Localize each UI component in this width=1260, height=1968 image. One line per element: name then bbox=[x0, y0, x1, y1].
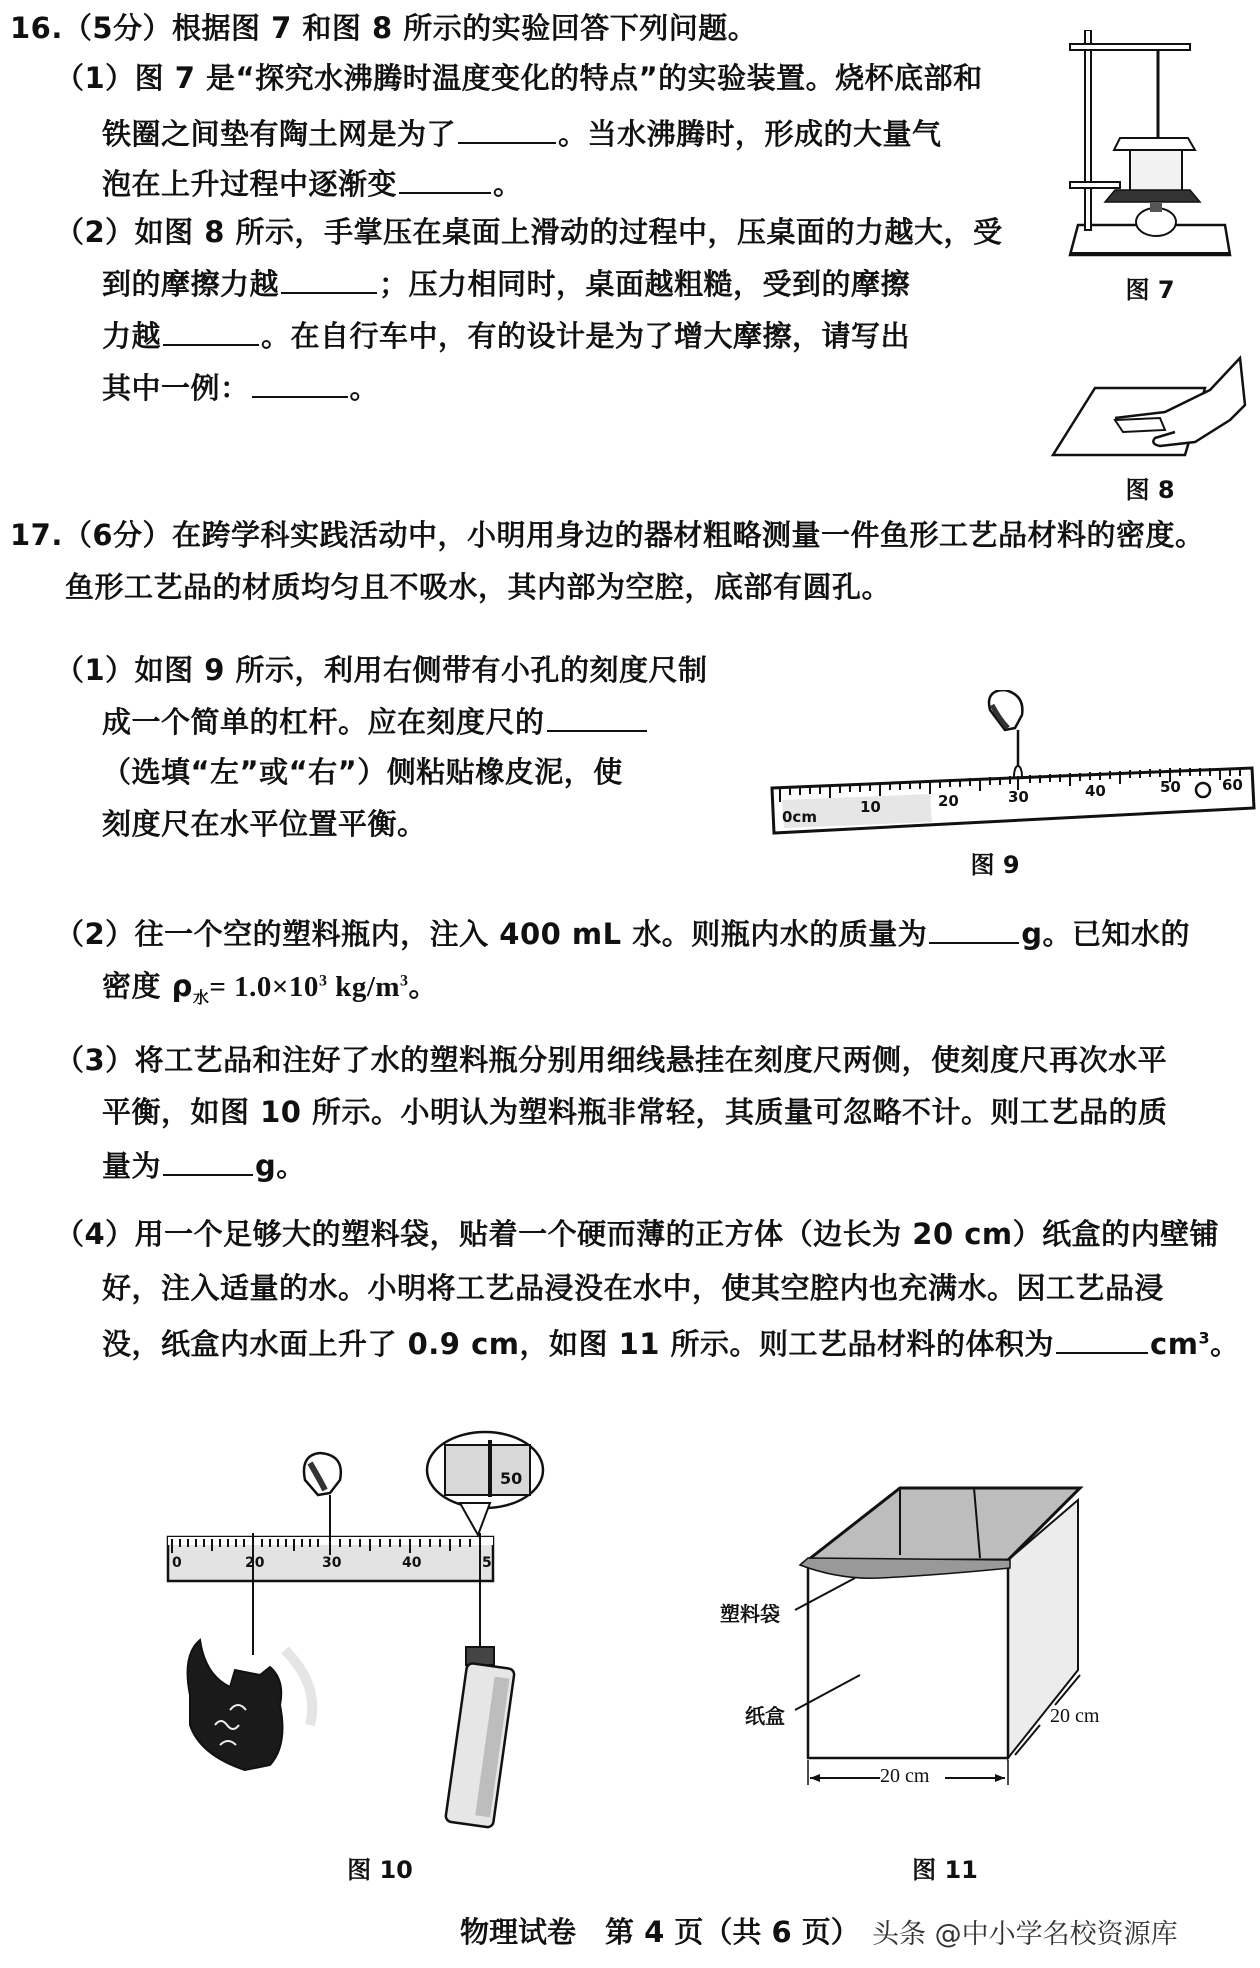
figure-7-boiling-apparatus bbox=[1060, 30, 1240, 260]
q17-part2-line1: （2）往一个空的塑料瓶内，注入 400 mL 水。则瓶内水的质量为 g。已知水的 bbox=[55, 912, 1190, 954]
ruler-label-20: 20 bbox=[938, 792, 959, 810]
q16-part1-line2: 铁圈之间垫有陶土网是为了 。当水沸腾时，形成的大量气 bbox=[102, 112, 942, 154]
answer-blank-17-1[interactable] bbox=[547, 700, 647, 732]
answer-blank-16-5[interactable] bbox=[252, 366, 348, 398]
q17-part3-line1: （3）将工艺品和注好了水的塑料瓶分别用细线悬挂在刻度尺两侧，使刻度尺再次水平 bbox=[55, 1043, 1168, 1077]
dimension-depth: 20 cm bbox=[1050, 1705, 1100, 1727]
figure-10-caption: 图 10 bbox=[347, 1856, 413, 1884]
q16-part2-line1: （2）如图 8 所示，手掌压在桌面上滑动的过程中，压桌面的力越大，受 bbox=[55, 215, 1003, 249]
q16-part2-line4: 其中一例： 。 bbox=[102, 366, 379, 408]
q17-part1-line1: （1）如图 9 所示，利用右侧带有小孔的刻度尺制 bbox=[55, 653, 708, 687]
hand-icon bbox=[1045, 350, 1255, 460]
label-plastic-bag: 塑料袋 bbox=[720, 1602, 780, 1626]
q17-part3-line3: 量为 g。 bbox=[102, 1144, 306, 1186]
figure-8-caption: 图 8 bbox=[1125, 476, 1175, 504]
q17-part2-line2: 密度 $\rho_水= 1.0\times 10^3$ $kg/m^3$。 bbox=[102, 969, 439, 1007]
page-footer: 物理试卷 第 4 页（共 6 页） bbox=[460, 1915, 860, 1949]
answer-blank-16-2[interactable] bbox=[399, 162, 491, 194]
ruler-label-50: 50 bbox=[1160, 778, 1181, 796]
iron-stand-icon bbox=[1060, 30, 1240, 260]
label-paper-box: 纸盒 bbox=[745, 1704, 785, 1728]
q17-part1-line3: （选填“左”或“右”）侧粘贴橡皮泥，使 bbox=[102, 755, 623, 789]
figure-9-caption: 图 9 bbox=[970, 851, 1020, 879]
q17-part4-line3: 没，纸盒内水面上升了 0.9 cm，如图 11 所示。则工艺品材料的体积为 $cm^3$。 bbox=[102, 1322, 1240, 1364]
figure-8-hand-on-table bbox=[1045, 350, 1255, 460]
fig10-ruler-label-50: 5 bbox=[482, 1555, 492, 1571]
figure-11-caption: 图 11 bbox=[912, 1856, 978, 1884]
dimension-width: 20 cm bbox=[880, 1765, 930, 1787]
figure-11-box bbox=[700, 1420, 1120, 1840]
fig10-ruler-label-40: 40 bbox=[402, 1555, 422, 1571]
ruler-label-40: 40 bbox=[1085, 782, 1106, 800]
q17-part1-line4: 刻度尺在水平位置平衡。 bbox=[102, 807, 427, 841]
answer-blank-17-3[interactable] bbox=[163, 1144, 253, 1176]
q17-part3-line2: 平衡，如图 10 所示。小明认为塑料瓶非常轻，其质量可忽略不计。则工艺品的质 bbox=[102, 1095, 1168, 1129]
figure-10-lever-balance bbox=[160, 1425, 620, 1845]
q16-header: 16.（5分）根据图 7 和图 8 所示的实验回答下列问题。 bbox=[10, 11, 758, 45]
q17-part4-line1: （4）用一个足够大的塑料袋，贴着一个硬而薄的正方体（边长为 20 cm）纸盒的内壁铺 bbox=[55, 1217, 1220, 1251]
q16-part1-line3: 泡在上升过程中逐渐变 。 bbox=[102, 162, 523, 204]
fig10-ruler-label-30: 30 bbox=[322, 1555, 342, 1571]
ruler-icon bbox=[760, 690, 1260, 840]
fig10-zoom-label: 50 bbox=[500, 1469, 523, 1488]
q16-part1-line1: （1）图 7 是“探究水沸腾时温度变化的特点”的实验装置。烧杯底部和 bbox=[55, 61, 983, 95]
watermark: 头条 @中小学名校资源库 bbox=[872, 1919, 1178, 1950]
q17-intro: 鱼形工艺品的材质均匀且不吸水，其内部为空腔，底部有圆孔。 bbox=[65, 570, 892, 604]
fig10-ruler-label-20: 20 bbox=[245, 1555, 265, 1571]
ruler-label-10: 10 bbox=[860, 798, 881, 816]
figure-9-ruler-lever bbox=[760, 690, 1260, 840]
answer-blank-16-3[interactable] bbox=[281, 262, 377, 294]
answer-blank-16-4[interactable] bbox=[163, 314, 259, 346]
ruler-label-0: 0cm bbox=[782, 808, 817, 826]
q17-header: 17.（6分）在跨学科实践活动中，小明用身边的器材粗略测量一件鱼形工艺品材料的密度。 bbox=[10, 518, 1205, 552]
answer-blank-17-4[interactable] bbox=[1056, 1322, 1148, 1354]
q17-part1-line2: 成一个简单的杠杆。应在刻度尺的 bbox=[102, 700, 649, 742]
answer-blank-17-2[interactable] bbox=[929, 912, 1019, 944]
answer-blank-16-1[interactable] bbox=[458, 112, 556, 144]
q16-part2-line2: 到的摩擦力越 ；压力相同时，桌面越粗糙，受到的摩擦 bbox=[102, 262, 910, 304]
ruler-label-30: 30 bbox=[1008, 788, 1029, 806]
q16-part2-line3: 力越 。在自行车中，有的设计是为了增大摩擦，请写出 bbox=[102, 314, 910, 356]
lever-balance-icon bbox=[160, 1425, 620, 1845]
fig10-ruler-label-0: 0 bbox=[172, 1555, 182, 1571]
ruler-label-60: 60 bbox=[1222, 776, 1243, 794]
figure-7-caption: 图 7 bbox=[1125, 276, 1175, 304]
q17-part4-line2: 好，注入适量的水。小明将工艺品浸没在水中，使其空腔内也充满水。因工艺品浸 bbox=[102, 1271, 1165, 1305]
